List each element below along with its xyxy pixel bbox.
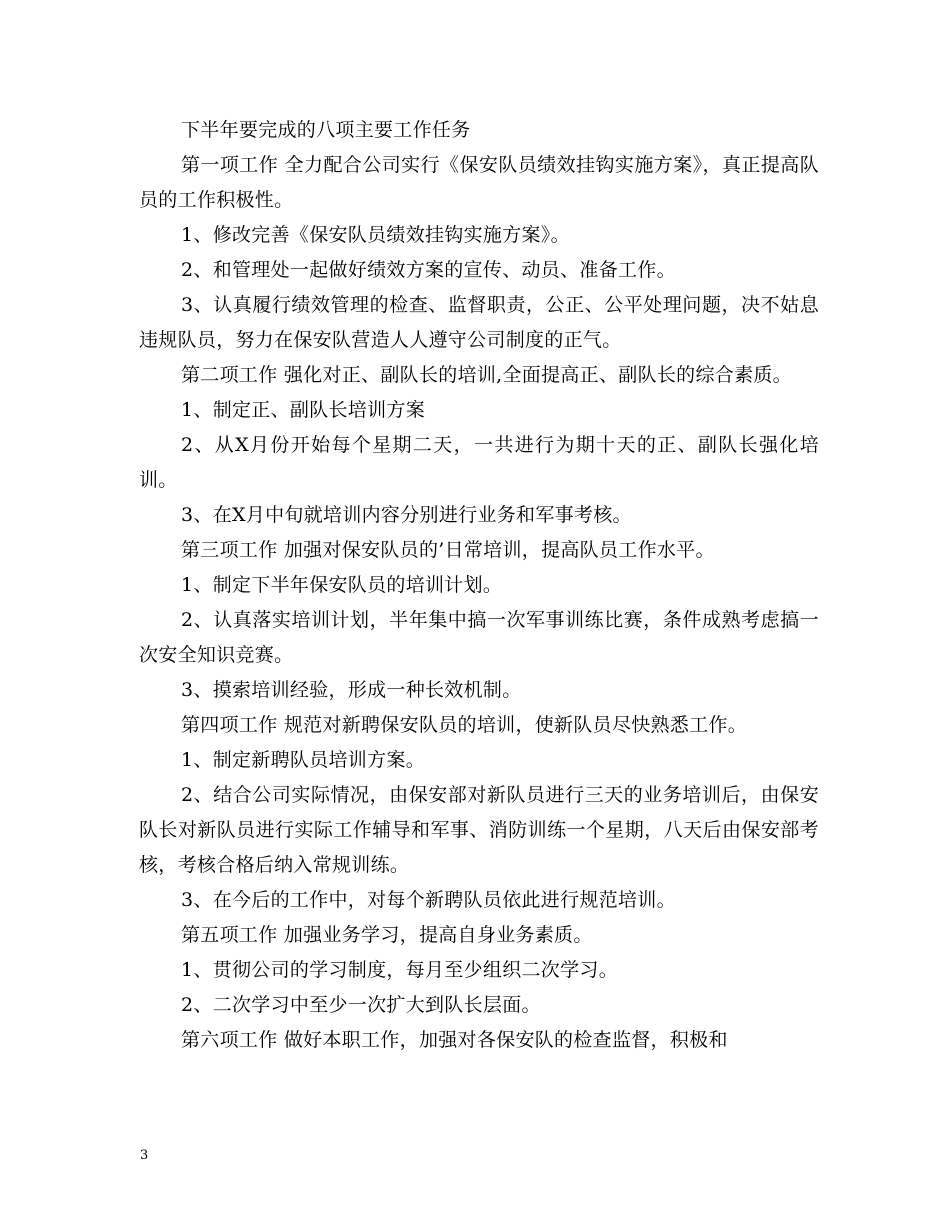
page-number: 3 — [140, 1148, 149, 1163]
paragraph-task-4: 第四项工作 规范对新聘保安队员的培训，使新队员尽快熟悉工作。 — [181, 714, 748, 736]
paragraph-task-4-item-3: 3、在今后的工作中，对每个新聘队员依此进行规范培训。 — [181, 889, 676, 911]
paragraph-task-3-item-2: 2、认真落实培训计划，半年集中搞一次军事训练比赛，条件成熟考虑搞一次安全知识竞赛。 — [139, 609, 819, 666]
paragraph-task-1-item-1: 1、修改完善《保安队员绩效挂钩实施方案》。 — [181, 224, 570, 246]
paragraph-task-3-item-1: 1、制定下半年保安队员的培训计划。 — [181, 574, 503, 596]
paragraph-task-2-item-1: 1、制定正、副队长培训方案 — [181, 399, 425, 421]
paragraph-task-5: 第五项工作 加强业务学习，提高自身业务素质。 — [181, 924, 593, 946]
paragraph-task-1-item-3: 3、认真履行绩效管理的检查、监督职责，公正、公平处理问题，决不姑息违规队员，努力在保安队营造人人遵守公司制度的正气。 — [139, 294, 819, 351]
paragraph-heading: 下半年要完成的八项主要工作任务 — [181, 119, 471, 141]
paragraph-task-6: 第六项工作 做好本职工作，加强对各保安队的检查监督，积极和 — [181, 1029, 728, 1051]
paragraph-task-5-item-1: 1、贯彻公司的学习制度，每月至少组织二次学习。 — [181, 959, 618, 981]
paragraph-task-2: 第二项工作 强化对正、副队长的培训,全面提高正、副队长的综合素质。 — [181, 364, 792, 386]
paragraph-task-1: 第一项工作 全力配合公司实行《保安队员绩效挂钩实施方案》，真正提高队员的工作积极性。 — [139, 154, 819, 211]
paragraph-task-5-item-2: 2、二次学习中至少一次扩大到队长层面。 — [181, 994, 541, 1016]
paragraph-task-2-item-2: 2、从X月份开始每个星期二天，一共进行为期十天的正、副队长强化培训。 — [139, 434, 819, 491]
paragraph-task-4-item-2: 2、结合公司实际情况，由保安部对新队员进行三天的业务培训后，由保安队长对新队员进行实际工作辅导和军事、消防训练一个星期，八天后由保安部考核，考核合格后纳入常规训练。 — [139, 784, 819, 876]
paragraph-task-3-item-3: 3、摸索培训经验，形成一种长效机制。 — [181, 679, 522, 701]
paragraph-task-4-item-1: 1、制定新聘队员培训方案。 — [181, 749, 425, 771]
paragraph-task-3: 第三项工作 加强对保安队员的’日常培训，提高队员工作水平。 — [181, 539, 715, 561]
paragraph-task-2-item-3: 3、在X月中旬就培训内容分别进行业务和军事考核。 — [181, 504, 632, 526]
paragraph-task-1-item-2: 2、和管理处一起做好绩效方案的宣传、动员、准备工作。 — [181, 259, 676, 281]
document-body — [139, 113, 819, 1058]
